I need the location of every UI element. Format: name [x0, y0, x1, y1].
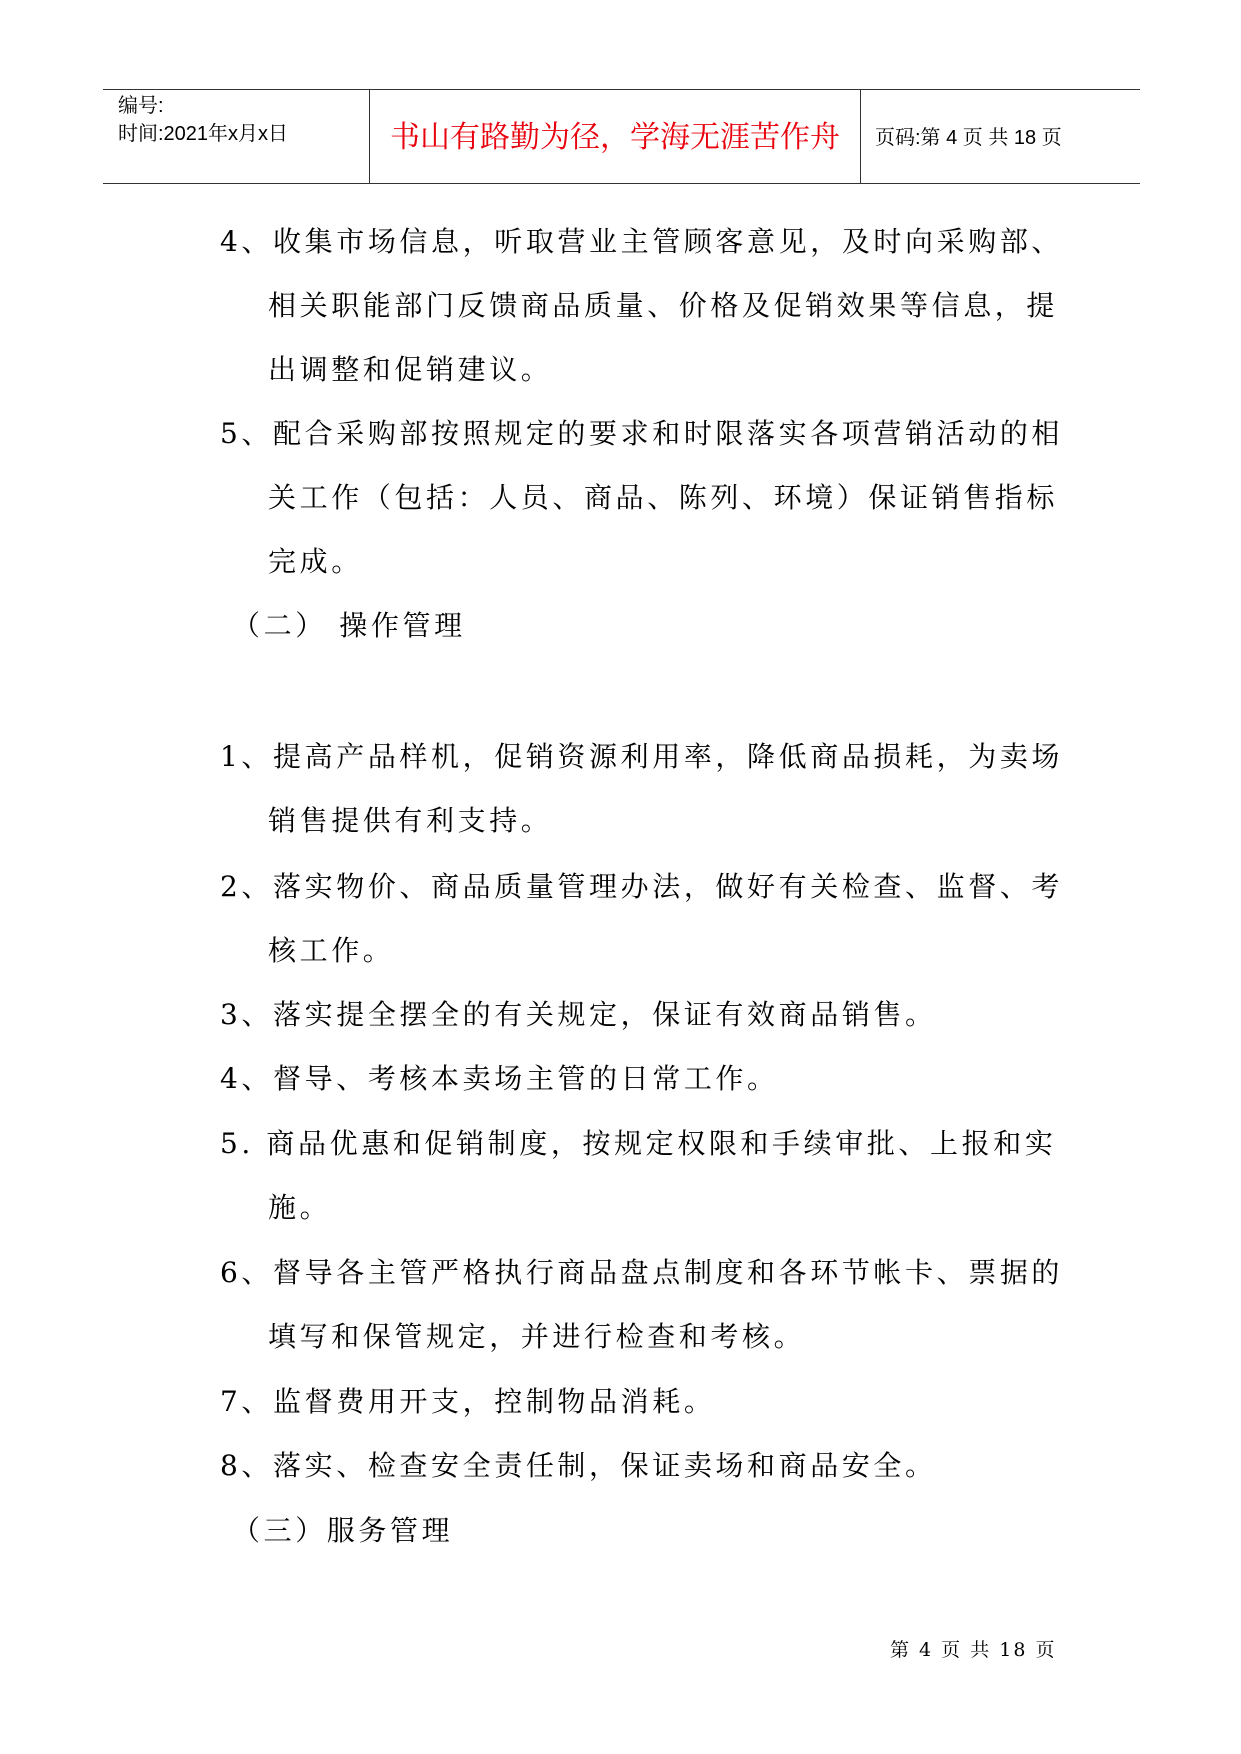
body-line: 销售提供有利支持。 [268, 804, 553, 837]
footer-page-number: 第 4 页 共 18 页 [890, 1639, 1057, 1661]
header-divider-right [860, 89, 861, 184]
body-line: 出调整和促销建议。 [268, 353, 553, 386]
header-top-rule [103, 89, 1140, 90]
body-line: 2、落实物价、商品质量管理办法，做好有关检查、监督、考 [220, 870, 1064, 903]
body-line: 4、收集市场信息，听取营业主管顾客意见，及时向采购部、 [220, 225, 1064, 258]
body-line: 填写和保管规定，并进行检查和考核。 [268, 1320, 806, 1353]
body-line: 核工作。 [268, 934, 395, 967]
body-line: 完成。 [268, 545, 363, 578]
body-line: 4、督导、考核本卖场主管的日常工作。 [220, 1062, 779, 1095]
time-label: 时间:2021年x月x日 [118, 123, 289, 145]
header-page-label: 页码:第 4 页 共 18 页 [875, 127, 1062, 149]
body-line: 8、落实、检查安全责任制，保证卖场和商品安全。 [220, 1449, 937, 1482]
body-line: 6、督导各主管严格执行商品盘点制度和各环节帐卡、票据的 [220, 1256, 1064, 1289]
body-line: 相关职能部门反馈商品质量、价格及促销效果等信息，提 [268, 289, 1059, 322]
header-motto: 书山有路勤为径，学海无涯苦作舟 [390, 120, 840, 155]
section-heading: （二） 操作管理 [232, 609, 466, 642]
body-line: 3、落实提全摆全的有关规定，保证有效商品销售。 [220, 998, 937, 1031]
header-left-cell [118, 92, 288, 148]
header-divider-left [369, 89, 370, 184]
body-line: 施。 [268, 1191, 332, 1224]
header-bottom-rule [103, 183, 1140, 184]
body-line: 7、监督费用开支，控制物品消耗。 [220, 1385, 716, 1418]
section-heading: （三）服务管理 [232, 1514, 454, 1547]
body-line: 1、提高产品样机，促销资源利用率，降低商品损耗，为卖场 [220, 740, 1064, 773]
number-label: 编号: [118, 95, 164, 117]
body-line: 5、配合采购部按照规定的要求和时限落实各项营销活动的相 [220, 417, 1064, 450]
body-line: 关工作（包括：人员、商品、陈列、环境）保证销售指标 [268, 481, 1059, 514]
body-line: 5. 商品优惠和促销制度，按规定权限和手续审批、上报和实 [220, 1127, 1057, 1160]
